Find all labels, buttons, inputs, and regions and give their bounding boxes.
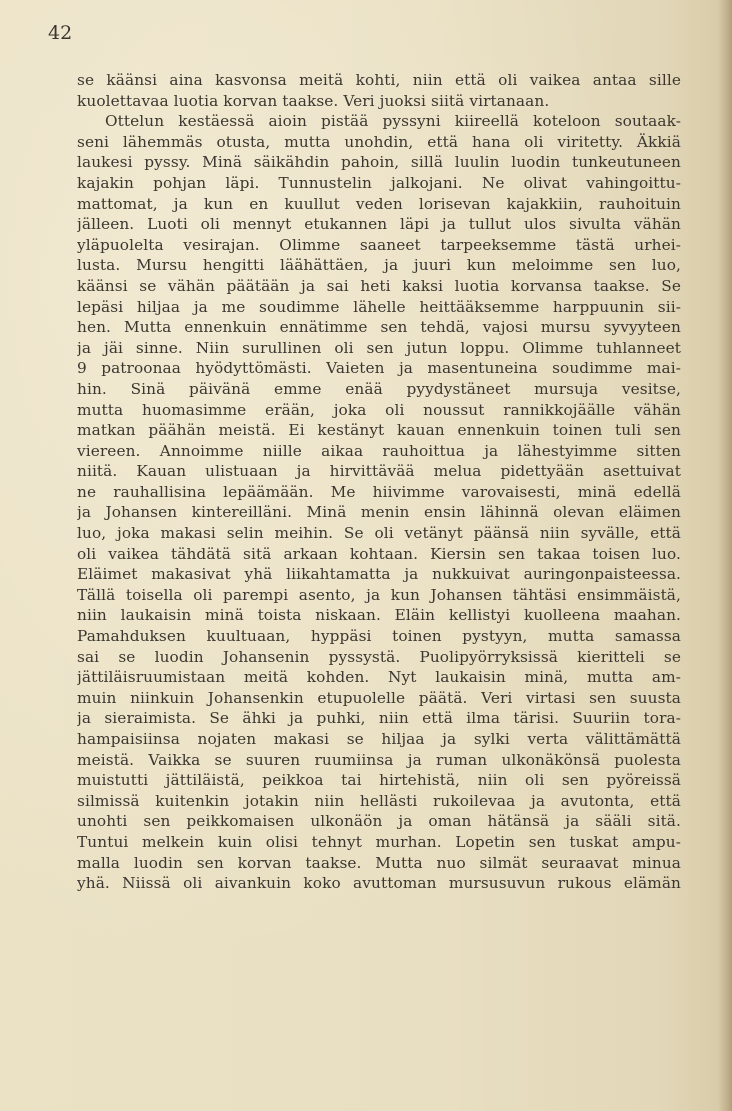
body-text [77,70,681,894]
text-line: meistä. Vaikka se suuren ruumiinsa ja ruman ulkonäkönsä puolesta [77,750,681,769]
text-line: oli vaikea tähdätä sitä arkaan kohtaan. Kiersin sen takaa toisen luo. [77,544,681,563]
text-line: muistutti jättiläistä, peikkoa tai hirtehistä, niin oli sen pyöreissä [77,771,681,790]
text-line: sai se luodin Johansenin pyssystä. Puolipyörryksissä kieritteli se [77,647,681,666]
text-line: hampaisiinsa nojaten makasi se hiljaa ja sylki verta välittämättä [77,730,681,748]
text-line: Pamahduksen kuultuaan, hyppäsi toinen pystyyn, mutta samassa [77,627,681,646]
text-line: seni lähemmäs otusta, mutta unohdin, että hana oli viritetty. Äkkiä [77,132,681,151]
text-line: silmissä kuitenkin jotakin niin hellästi rukoilevaa ja avutonta, että [77,791,681,810]
text-line: ja jäi sinne. Niin surullinen oli sen jutun loppu. Olimme tuhlanneet [77,338,681,357]
text-line: ne rauhallisina lepäämään. Me hiivimme varovaisesti, minä edellä [77,482,681,501]
text-line: niin laukaisin minä toista niskaan. Eläin kellistyi kuolleena maahan. [77,606,681,625]
text-line: Ottelun kestäessä aioin pistää pyssyni kiireellä koteloon soutaak- [105,112,681,131]
text-line: niitä. Kauan ulistuaan ja hirvittävää melua pidettyään asettuivat [77,462,681,481]
text-line: lusta. Mursu hengitti läähättäen, ja juuri kun meloimme sen luo, [77,256,681,275]
text-line: jälleen. Luoti oli mennyt etukannen läpi ja tullut ulos sivulta vähän [77,215,681,234]
text-line: Tuntui melkein kuin olisi tehnyt murhan. Lopetin sen tuskat ampu- [77,832,681,851]
text-line: mattomat, ja kun en kuullut veden lorisevan kajakkiin, rauhoituin [77,194,681,213]
text-line: laukesi pyssy. Minä säikähdin pahoin, sillä luulin luodin tunkeutuneen [77,153,681,172]
text-line: viereen. Annoimme niille aikaa rauhoittua ja lähestyimme sitten [77,441,681,460]
text-line: käänsi se vähän päätään ja sai heti kaksi luotia korvansa taakse. Se [77,276,681,295]
text-line: unohti sen peikkomaisen ulkonäön ja oman hätänsä ja sääli sitä. [77,812,681,831]
text-line: hin. Sinä päivänä emme enää pyydystäneet mursuja vesitse, [77,379,681,398]
text-line: 9 patroonaa hyödyttömästi. Vaieten ja masentuneina soudimme mai- [77,359,681,378]
text-line: Tällä toisella oli parempi asento, ja kun Johansen tähtäsi ensimmäistä, [77,585,681,604]
text-line: luo, joka makasi selin meihin. Se oli vetänyt päänsä niin syvälle, että [77,524,681,543]
text-line: mutta huomasimme erään, joka oli noussut rannikkojäälle vähän [77,400,681,419]
text-line: jättiläisruumistaan meitä kohden. Nyt laukaisin minä, mutta am- [77,668,681,687]
text-line: matkan päähän meistä. Ei kestänyt kauan ennenkuin toinen tuli sen [77,421,681,440]
page-number: 42 [48,22,73,44]
text-line: kajakin pohjan läpi. Tunnustelin jalkojani. Ne olivat vahingoittu- [77,173,681,192]
text-line: lepäsi hiljaa ja me soudimme lähelle heittääksemme harppuunin sii- [77,297,681,316]
text-line: Eläimet makasivat yhä liikahtamatta ja nukkuivat auringonpaisteessa. [77,565,681,584]
text-line: yhä. Niissä oli aivankuin koko avuttoman mursusuvun rukous elämän [77,874,681,893]
text-line: ja sieraimista. Se ähki ja puhki, niin että ilma tärisi. Suuriin tora- [77,709,681,728]
page-edge-shadow [718,0,732,1111]
text-line: malla luodin sen korvan taakse. Mutta nuo silmät seuraavat minua [77,853,681,872]
text-line: muin niinkuin Johansenkin etupuolelle päätä. Veri virtasi sen suusta [77,688,681,707]
text-line: kuolettavaa luotia korvan taakse. Veri juoksi siitä virtanaan. [77,91,550,110]
text-line: hen. Mutta ennenkuin ennätimme sen tehdä, vajosi mursu syvyyteen [77,318,681,337]
text-line: yläpuolelta vesirajan. Olimme saaneet tarpeeksemme tästä urhei- [77,235,681,254]
text-line: se käänsi aina kasvonsa meitä kohti, niin että oli vaikea antaa sille [77,71,681,89]
text-line: ja Johansen kintereilläni. Minä menin ensin lähinnä olevan eläimen [77,503,681,522]
